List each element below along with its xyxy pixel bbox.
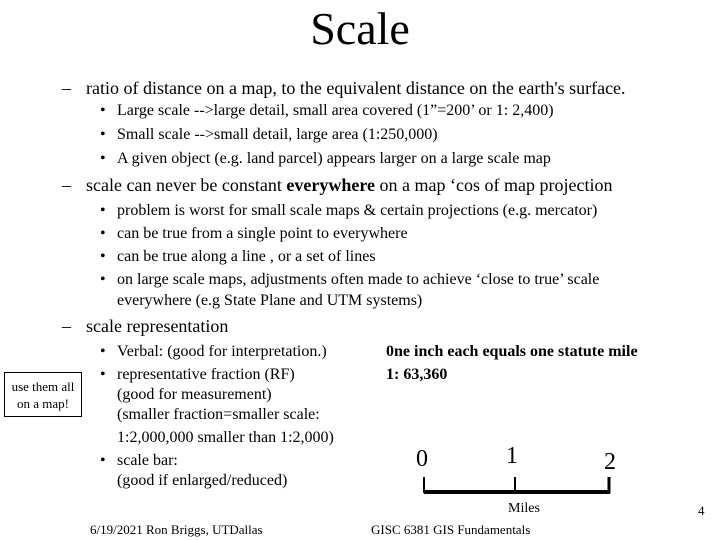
bullet-marker: • bbox=[100, 202, 106, 219]
footer-author: 6/19/2021 Ron Briggs, UTDallas bbox=[90, 522, 263, 537]
dash-marker: – bbox=[62, 175, 71, 195]
scale-unit-label: Miles bbox=[508, 501, 540, 516]
section2-bullet-2: can be true from a single point to everywhere bbox=[117, 225, 408, 242]
dash-marker: – bbox=[62, 316, 71, 336]
footer-course: GISC 6381 GIS Fundamentals bbox=[371, 522, 531, 537]
scale-tick-label-0: 0 bbox=[416, 446, 428, 472]
side-note-line-2: on a map! bbox=[17, 396, 69, 411]
section1-bullet-3: A given object (e.g. land parcel) appears larger on a large scale map bbox=[117, 150, 551, 167]
side-note-box bbox=[4, 372, 82, 417]
section3-heading: scale representation bbox=[86, 316, 229, 336]
rf-scale-example: 1: 63,360 bbox=[386, 366, 448, 383]
section2-heading-start: scale can never be constant bbox=[86, 175, 287, 195]
page-number: 4 bbox=[698, 503, 705, 518]
section2-bullet-4-continued: everywhere (e.g State Plane and UTM systems) bbox=[117, 292, 423, 309]
scale-tick-label-1: 1 bbox=[506, 443, 518, 469]
bullet-marker: • bbox=[100, 102, 106, 119]
section3-rf-line-4: 1:2,000,000 smaller than 1:2,000) bbox=[117, 429, 334, 446]
section2-bullet-4: on large scale maps, adjustments often made to achieve ‘close to true’ scale bbox=[117, 271, 600, 288]
bullet-marker: • bbox=[100, 150, 106, 167]
section1-bullet-1: Large scale -->large detail, small area covered (1”=200’ or 1: 2,400) bbox=[117, 102, 554, 119]
section3-rf-line-3: (smaller fraction=smaller scale: bbox=[117, 406, 320, 423]
bullet-marker: • bbox=[100, 271, 106, 288]
section3-bullet-verbal: Verbal: (good for interpretation.) bbox=[117, 343, 327, 360]
bullet-marker: • bbox=[100, 225, 106, 242]
section3-scalebar-line-2: (good if enlarged/reduced) bbox=[117, 472, 288, 489]
bullet-marker: • bbox=[100, 248, 106, 265]
bullet-marker: • bbox=[100, 126, 106, 143]
section1-heading: ratio of distance on a map, to the equivalent distance on the earth's surface. bbox=[86, 78, 626, 98]
slide-title: Scale bbox=[310, 3, 410, 54]
section2-bullet-1: problem is worst for small scale maps & certain projections (e.g. mercator) bbox=[117, 202, 598, 219]
section2-bullet-3: can be true along a line , or a set of lines bbox=[117, 248, 376, 265]
bullet-marker: • bbox=[100, 366, 106, 383]
verbal-scale-example: 0ne inch each equals one statute mile bbox=[386, 343, 638, 360]
section3-bullet-scalebar: scale bar: bbox=[117, 452, 178, 469]
bullet-marker: • bbox=[100, 343, 106, 360]
bullet-marker: • bbox=[100, 452, 106, 469]
scale-bar bbox=[410, 476, 620, 498]
dash-marker: – bbox=[62, 78, 71, 98]
section2-heading-emphasis: everywhere bbox=[286, 175, 376, 195]
section2-heading bbox=[86, 174, 612, 196]
section1-bullet-2: Small scale -->small detail, large area (1:250,000) bbox=[117, 126, 438, 143]
scale-tick-label-2: 2 bbox=[604, 449, 616, 475]
section3-rf-line-2: (good for measurement) bbox=[117, 386, 272, 403]
section3-bullet-rf: representative fraction (RF) bbox=[117, 366, 295, 383]
side-note-line-1: use them all bbox=[11, 379, 75, 394]
section2-heading-end: on a map ‘cos of map projection bbox=[375, 175, 613, 195]
